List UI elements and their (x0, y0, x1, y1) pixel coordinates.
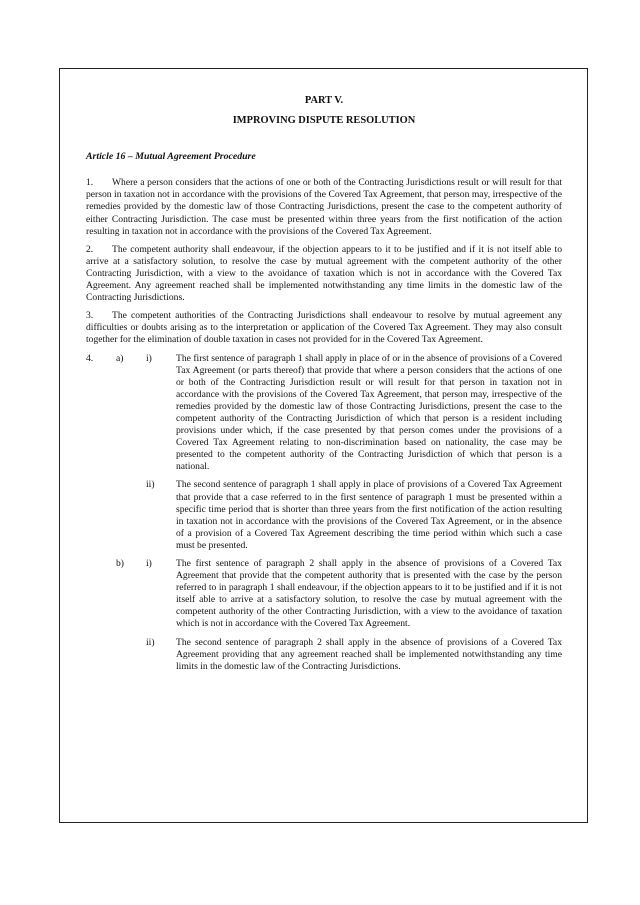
paragraph-number: 2. (86, 243, 94, 255)
subparagraph-label: b) (116, 558, 124, 569)
paragraph-text: The competent authority shall endeavour, if the objection appears to it to be justified and if it is not itself able to arrive at a satisfactory solution, to resolve the case by mutual agreement with the competent authority of the other Contracting Jurisdiction, with a view to the avoidance of taxation which is not in accordance with the Covered Tax Agreement. Any agreement reached shall be implemented notwithstanding any time limits in the domestic law of the Contracting Jurisdictions. (86, 243, 562, 304)
clause-text: The second sentence of paragraph 1 shall apply in place of provisions of a Covered Tax Agreement that provide that a case referred to in the first sentence of paragraph 1 must be presented within a specific time period that is shorter than three years from the first notification of the action resulting in taxation not in accordance with the provisions of the Covered Tax Agreement, or in the absence of a provision of a Covered Tax Agreement describing the time period within which such a case must be presented. (176, 479, 562, 551)
paragraph-1 (86, 177, 562, 237)
paragraph-text: The competent authorities of the Contracting Jurisdictions shall endeavour to resolve by mutual agreement any difficulties or doubts arising as to the interpretation or application of the Covered Tax Agreement. They may also consult together for the elimination of double taxation in cases not provided for in the Covered Tax Agreement. (86, 310, 562, 346)
paragraph-3 (86, 310, 562, 346)
paragraph-2 (86, 244, 562, 304)
subparagraph-label: a) (116, 352, 124, 364)
clause-label: ii) (146, 479, 155, 491)
paragraph-4a-i (86, 353, 562, 474)
paragraph-4a-ii (86, 479, 562, 552)
part-heading: PART V. (304, 95, 344, 106)
paragraph-4b-ii (86, 637, 562, 673)
clause-text: The first sentence of paragraph 2 shall apply in the absence of provisions of a Covered Tax Agreement that provide that the competent authority that is presented with the case by the person referred to in paragraph 1 shall endeavour, if the objection appears to it to be justified and if it is not itself able to arrive at a satisfactory solution, to resolve the case by mutual agreement with the competent authority of the other Contracting Jurisdiction, with a view to the avoidance of taxation which is not in accordance with the Covered Tax Agreement. (176, 558, 562, 630)
article-heading: Article 16 – Mutual Agreement Procedure (86, 151, 256, 163)
clause-label: i) (146, 558, 152, 569)
clause-text: The second sentence of paragraph 2 shall apply in the absence of provisions of a Covered Tax Agreement providing that any agreement reached shall be implemented notwithstanding any time limits in the domestic law of the Contracting Jurisdictions. (176, 636, 562, 672)
part-title: IMPROVING DISPUTE RESOLUTION (232, 115, 416, 127)
paragraph-text: Where a person considers that the actions of one or both of the Contracting Jurisdictions result or will result for that person in taxation not in accordance with the provisions of the Covered Tax Agreement, that person may, irrespective of the remedies provided by the domestic law of those Contracting Jurisdictions, present the case to the competent authority of either Contracting Jurisdiction. The case must be presented within three years from the first notification of the action resulting in taxation not in accordance with the provisions of the Covered Tax Agreement. (86, 177, 562, 237)
clause-label: i) (146, 352, 152, 364)
paragraph-number: 1. (86, 177, 94, 189)
paragraph-number: 3. (86, 310, 94, 322)
clause-label: ii) (146, 636, 155, 648)
document-body (86, 95, 562, 673)
paragraph-number: 4. (86, 352, 94, 364)
paragraph-4b-i (86, 558, 562, 631)
clause-text: The first sentence of paragraph 1 shall apply in place of or in the absence of provisions of a Covered Tax Agreement (or parts thereof) that provide that where a person considers that the actions of one or both of the Contracting Jurisdiction result or will result for that person in taxation not in accordance with the provisions of the Covered Tax Agreement, that person may, irrespective of the remedies provided by the domestic law of those Contracting Jurisdictions, present the case to the competent authority of the Contracting Jurisdiction of which that person is a resident including provisions under which, if the case presented by that person comes under the provisions of a Covered Tax Agreement relating to non-discrimination based on nationality, the case may be presented to the competent authority of the Contracting Jurisdiction of which that person is a national. (176, 352, 562, 473)
